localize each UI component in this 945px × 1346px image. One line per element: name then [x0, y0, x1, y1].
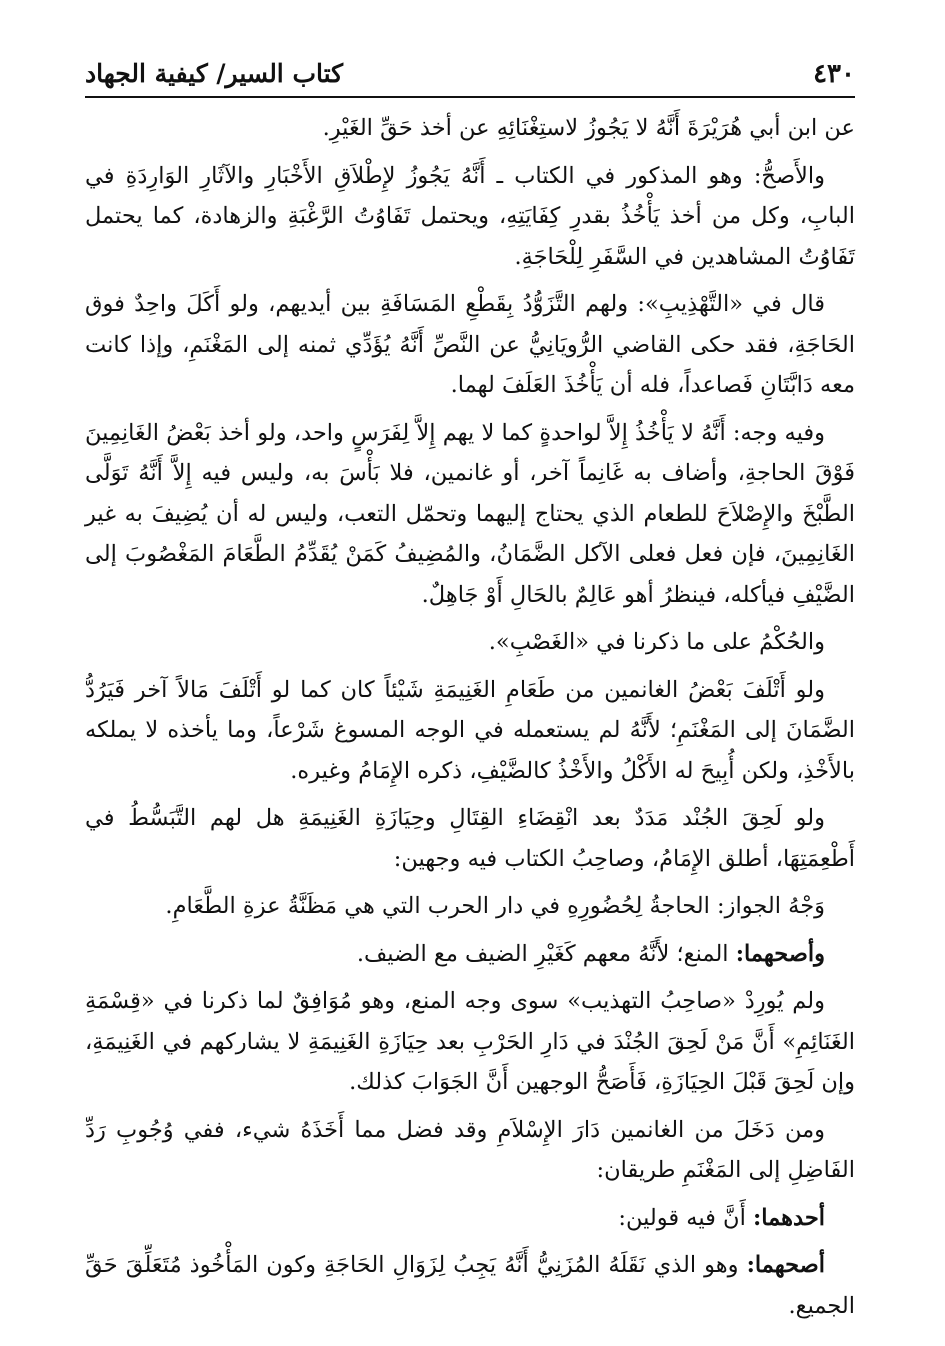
page-header — [85, 56, 855, 96]
running-title: كتاب السير/ كيفية الجهاد — [85, 59, 344, 88]
paragraph-lead: وأصحهما: — [735, 940, 825, 967]
paragraph: قال في «التَّهْذِيبِ»: ولهم التَّزَوُّدُ بِقَطْعِ المَسَافَةِ بين أيديهم، ولو أَكَلَ واحِدٌ فوق الحَاجَةِ، فقد حكى القاضي الرُّويَانِيُّ عن النَّصِّ أَنَّهُ يُؤَدِّي ثمنه إلى المَغْنَمِ، وإذا كانت معه دَابَّتَانِ فَصاعداً، فله أن يَأْخُذَ العَلَفَ لهما. — [85, 291, 855, 398]
paragraph: أصحهما: وهو الذي نَقَلَهُ المُزَنِيُّ أَنَّهُ يَجِبُ لِزَوَالِ الحَاجَةِ وكون المَأْخُوذ مُتَعَلِّقَ حَقِّ الجميع. — [85, 1252, 855, 1319]
paragraph: ومن دَخَلَ من الغانمين دَارَ الإِسْلاَمِ وقد فضل مما أَخَذَهُ شيء، ففي وُجُوبِ رَدِّ الفَاضِلِ إلى المَغْنَمِ طريقان: — [85, 1116, 855, 1183]
paragraph: عن ابن أبي هُرَيْرَةَ أَنَّهُ لا يَجُوزُ لاستِغْنَائِهِ عن أخذ حَقِّ الغَيْرِ. — [322, 115, 855, 141]
paragraph-lead: أحدهما: — [752, 1204, 825, 1231]
paragraph: وأصحهما: المنع؛ لأَنَّهُ معهم كَغَيْرِ الضيف مع الضيف. — [356, 940, 825, 967]
paragraph-lead: أصحهما: — [746, 1252, 825, 1278]
paragraph: والحُكْمُ على ما ذكرنا في «الغَصْبِ». — [488, 629, 825, 655]
page-number: ٤٣٠ — [813, 59, 855, 89]
paragraph: ولو أَتْلَفَ بَعْضُ الغانمين من طَعَامِ الغَنِيمَةِ شَيْئاً كان كما لو أَتْلَفَ مَالاً آخر فَيَرُدُّ الضَّمَانَ إلى المَغْنَمِ؛ لأَنَّهُ لم يستعمله في الوجه المسوغ شَرْعاً، وما يأخذه لا يملكه بالأَخْذِ، ولكن أُبِيحَ له الأَكْلُ والأَخْذُ كالضَّيْفِ، ذكره الإِمَامُ وغيره. — [85, 676, 855, 784]
paragraph: وَجْهُ الجواز: الحاجةُ لِحُضُورِهِ في دار الحرب التي هي مَظَنَّةُ عزةِ الطَّعَامِ. — [165, 893, 825, 919]
paragraph: وفيه وجه: أَنَّهُ لا يَأْخُذُ إِلاَّ لواحدةٍ كما لا يهم إِلاَّ لِفَرَسٍ واحد، ولو أخذ بَعْضُ الغَانِمِينَ فَوْقَ الحاجةِ، وأضاف به غَانِماً آخر، أو غانمين، فلا بَأْسَ به، وليس فيه إِلاَّ أَنَّهُ تَوَلَّى الطَّبْخَ والإِصْلاَحَ للطعام الذي يحتاج إليهما وتحمّل التعب، وليس له أن يُضِيفَ به غير الغَانِمِينَ، فإن فعل فعلى الآكل الضَّمَانُ، والمُضِيفُ كَمَنْ يُقَدِّمُ الطَّعَامَ المَغْصُوبَ إلى الضَّيْفِ فيأكله، فينظرُ أهو عَالِمٌ بالحَالِ أَوْ جَاهِلٌ. — [85, 419, 855, 608]
paragraph: والأَصحُّ: وهو المذكور في الكتاب ـ أَنَّهُ يَجُوزُ لإِطْلاَقِ الأَخْبَارِ والآثَارِ الوَارِدَةِ في البابِ، وكل من أخذ يَأْخُذُ بقدرِ كِفَايَتِهِ، ويحتمل تَفَاوُتُ الرَّغْبَةِ والزهادة، كما يحتمل تَفَاوُتُ المشاهدين في السَّفَرِ لِلْحَاجَةِ. — [85, 162, 855, 270]
header-divider — [85, 96, 855, 98]
body-text — [85, 108, 855, 1333]
paragraph: أحدهما: أَنَّ فيه قولين: — [618, 1204, 825, 1231]
paragraph: ولم يُورِدْ «صاحِبُ التهذيب» سوى وجه المنع، وهو مُوَافِقٌ لما ذكرنا في «قِسْمَةِ الغَنَائِمِ» أَنَّ مَنْ لَحِقَ الجُنْدَ في دَارِ الحَرْبِ بعد حِيَازَةِ الغَنِيمَةِ لا يشاركهم في الغَنِيمَةِ، وإن لَحِقَ قَبْلَ الحِيَازَةِ، فَأَصَحُّ الوجهين أَنَّ الجَوَابَ كذلك. — [85, 988, 855, 1095]
paragraph: ولو لَحِقَ الجُنْد مَدَدٌ بعد انْقِضَاءِ القِتَالِ وحِيَازَةِ الغَنِيمَةِ هل لهم التَّبَسُّطُ في أَطْعِمَتِهَا، أطلق الإِمَامُ، وصاحِبُ الكتاب فيه وجهين: — [85, 805, 855, 872]
